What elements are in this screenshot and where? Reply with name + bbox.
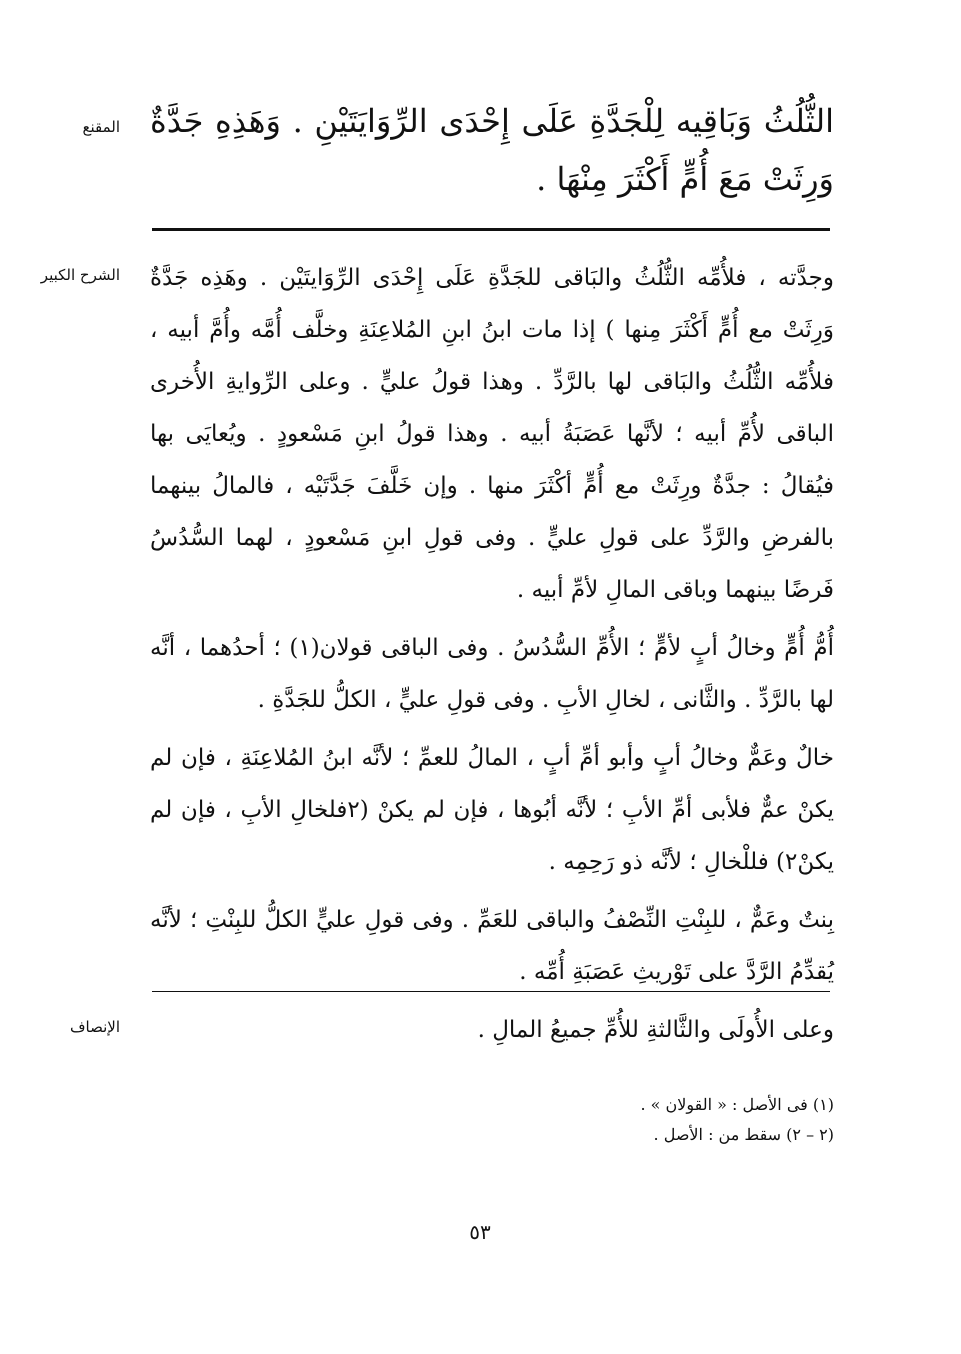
- footnote: (١) فى الأصل : « القولان » .: [640, 1095, 834, 1114]
- sharh-paragraph: بِنتٌ وعَمٌّ ، للبِنْتِ النِّصْفُ والباقى للعَمِّ . وفى قولِ عليٍّ الكلُّ للبِنْتِ ؛ لأنَّه يُقدِّمُ الرَّدَّ على تَوْريثِ عَصَبَةِ أُمِّه .: [150, 907, 834, 985]
- sharh-label: الشرح الكبير: [40, 266, 120, 284]
- sharh-paragraph: خالٌ وعَمٌّ وخالُ أبٍ وأبو أمِّ أبٍ ، المالُ للعمِّ ؛ لأنَّه ابنُ المُلاعِنَةِ ، فإن لم يكنْ عمٌّ فلأبى أمِّ الأبِ ؛ لأنَّه أبُوها ، فإن لم يكنْ (٢فلخالِ الأبِ ، فإن لم يكنْ٢) فللْخالِ ؛ لأنَّه ذو رَحِمِه .: [150, 745, 834, 875]
- page-number: ٥٣: [469, 1220, 491, 1244]
- section-divider-thin: [152, 991, 830, 992]
- section-divider-thick: [152, 228, 830, 231]
- insaf-text: وعلى الأُولَى والثَّالثةِ للأُمِّ جميعُ المالِ .: [477, 1017, 834, 1043]
- footnotes: [400, 1090, 834, 1150]
- sharh-text: [150, 252, 834, 1004]
- footnote: (٢ – ٢) سقط من : الأصل .: [653, 1125, 834, 1144]
- muqni-label: المقنع: [82, 118, 120, 136]
- muqni-text: الثُّلُثُ وَبَاقِيه لِلْجَدَّةِ عَلَى إِحْدَى الرِّوَايَتَيْنِ . وَهَذِهِ جَدَّةٌ وَرِثَتْ مَعَ أُمٍّ أَكْثَرَ مِنْهَا .: [150, 102, 834, 198]
- sharh-paragraph: أُمُّ أُمٍّ وخالُ أبٍ لأمٍّ ؛ الأُمِّ السُّدُسُ . وفى الباقى قولان(١) ؛ أحدُهما ، أنَّه لها بالرَّدِّ . والثَّانى ، لخالِ الأبِ . وفى قولِ عليٍّ ، الكلُّ للجَدَّةِ .: [150, 635, 834, 713]
- sharh-paragraph: وجدَّته ، فلأُمِّه الثُّلُثُ والبَاقى للجَدَّةِ عَلَى إِحْدَى الرِّوَايتَيْن . وهَذِه جَدَّةٌ وَرِثَتْ مع أُمٍّ أَكْثَرَ مِنها ) إذا مات ابنُ ابنِ المُلاعِنَةِ وخلَّف أُمَّه وأُمَّ أبيه ، فلأُمِّه الثُّلُثُ والبَاقى لها بالرَّدِّ . وهذا قولُ عليٍّ . وعلى الرِّوايةِ الأُخرى الباقى لأُمِّ أبيه ؛ لأنَّها عَصَبَةُ أبيه . وهذا قولُ ابنِ مَسْعودٍ . ويُعايَى بها فيُقالُ : جدَّةٌ ورِثَتْ مع أُمٍّ أكْثَرَ منها . وإن خَلَّفَ جَدَّتَيْه ، فالمالُ بينهما بالفرضِ والرَّدِّ على قولِ عليٍّ . وفى قولِ ابنِ مَسْعودٍ ، لهما السُّدُسُ فَرضًا بينهما وباقى المالِ لأمِّ أبيه .: [150, 265, 834, 603]
- insaf-label: الإنصاف: [69, 1018, 120, 1036]
